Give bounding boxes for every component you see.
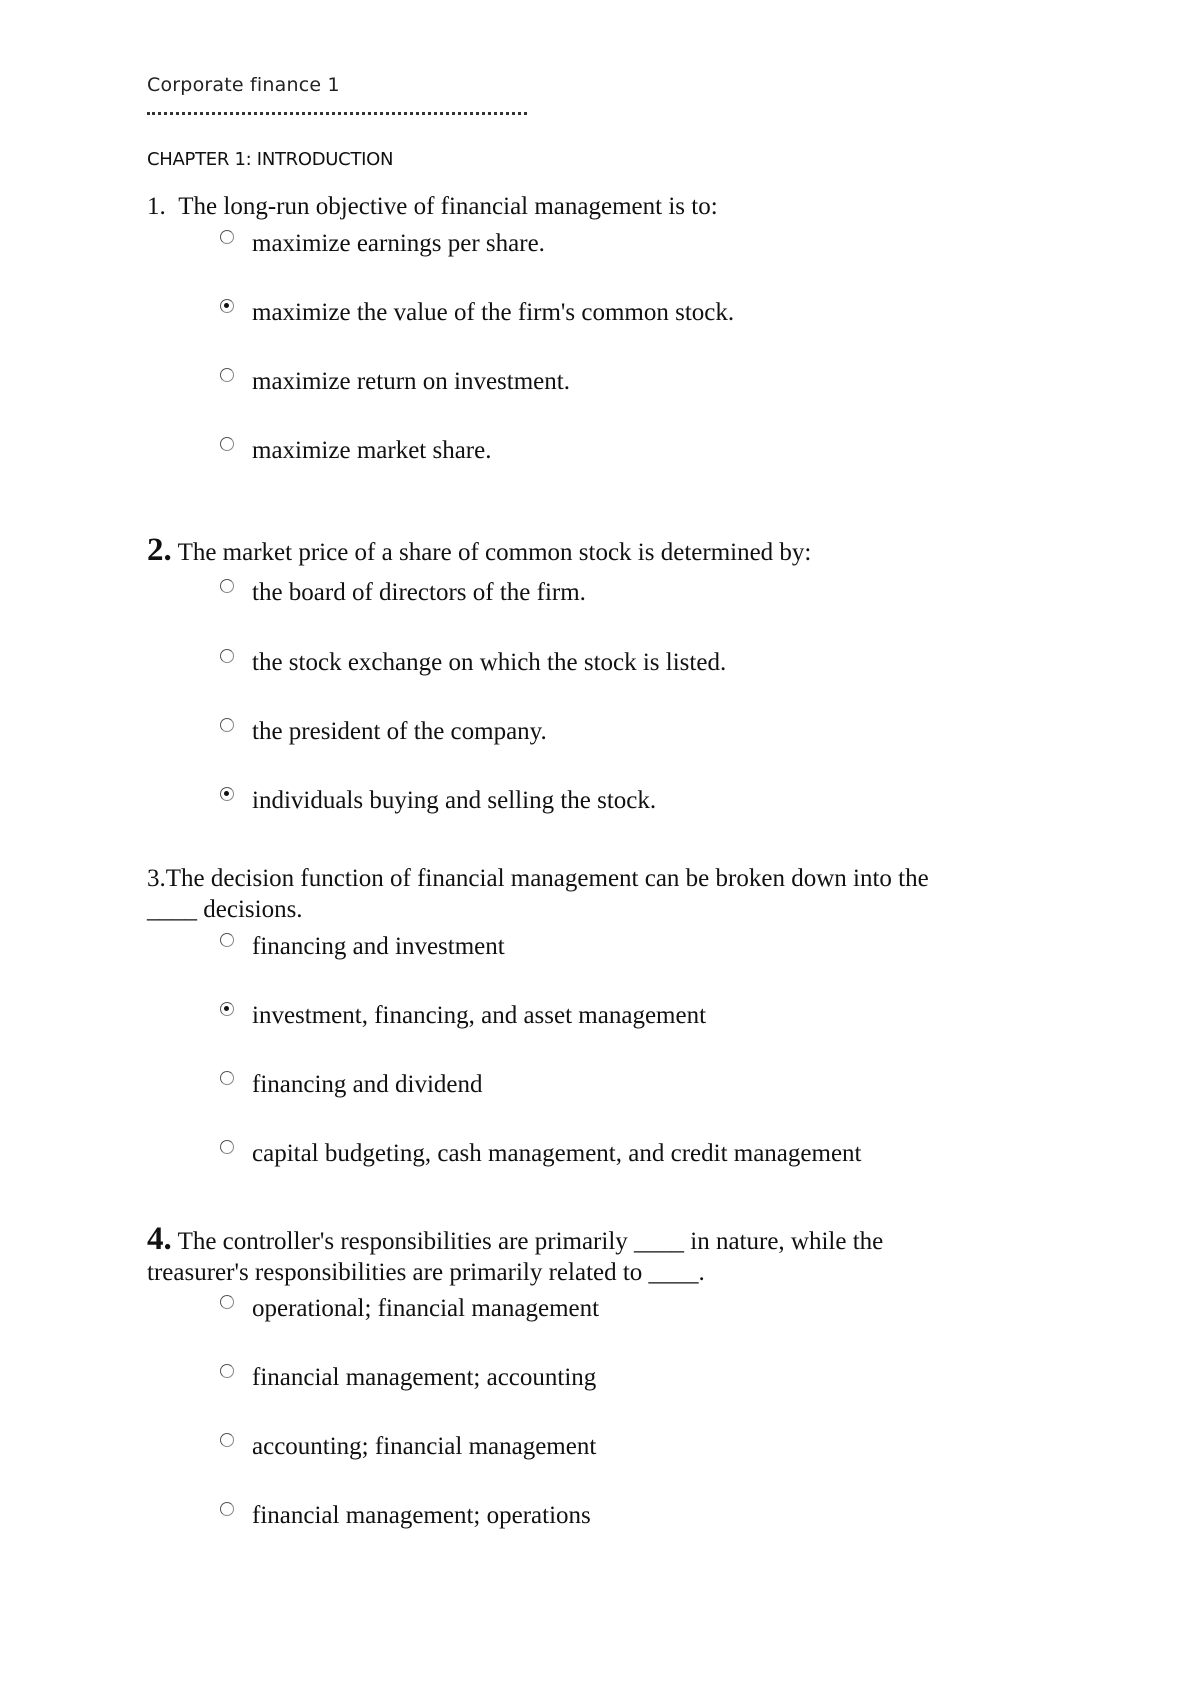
option-label: investment, financing, and asset management: [252, 1002, 707, 1029]
radio-button-icon[interactable]: [220, 1071, 234, 1085]
question-number: 4.: [147, 1221, 172, 1257]
option-label: maximize market share.: [252, 437, 492, 464]
option-label: maximize earnings per share.: [252, 230, 545, 257]
chapter-heading: CHAPTER 1: INTRODUCTION: [147, 149, 394, 170]
question-1-option-1[interactable]: [220, 227, 545, 261]
radio-button-icon[interactable]: [220, 1140, 234, 1154]
question-2-option-3[interactable]: [220, 715, 547, 749]
option-label: the president of the company.: [252, 718, 547, 745]
option-label: maximize return on investment.: [252, 368, 570, 395]
option-label: financing and investment: [252, 933, 505, 960]
radio-button-icon[interactable]: [220, 1433, 234, 1447]
radio-button-selected-icon[interactable]: [220, 787, 234, 801]
question-number: 1.: [147, 193, 166, 220]
question-3-option-1[interactable]: [220, 930, 505, 964]
question-number: 3.: [147, 865, 166, 892]
question-1-option-3[interactable]: [220, 365, 570, 399]
radio-button-icon[interactable]: [220, 1295, 234, 1309]
question-2-stem: [147, 532, 1017, 568]
option-label: accounting; financial management: [252, 1433, 597, 1460]
question-3-option-2[interactable]: [220, 999, 706, 1033]
question-3-option-3[interactable]: [220, 1068, 483, 1102]
question-3-stem: [147, 863, 977, 925]
question-text: The long-run objective of financial management is to:: [178, 193, 718, 220]
radio-button-icon[interactable]: [220, 1364, 234, 1378]
radio-button-selected-icon[interactable]: [220, 299, 234, 313]
radio-button-icon[interactable]: [220, 649, 234, 663]
question-1-option-2[interactable]: [220, 296, 734, 330]
question-4-option-3[interactable]: [220, 1430, 596, 1464]
radio-button-icon[interactable]: [220, 368, 234, 382]
question-1-stem: [147, 191, 1017, 222]
option-label: capital budgeting, cash management, and credit management: [252, 1140, 862, 1167]
radio-button-icon[interactable]: [220, 230, 234, 244]
option-label: financial management; operations: [252, 1502, 591, 1529]
question-number: 2.: [147, 532, 172, 568]
option-label: individuals buying and selling the stock.: [252, 787, 657, 814]
radio-button-selected-icon[interactable]: [220, 1002, 234, 1016]
option-label: the stock exchange on which the stock is listed.: [252, 649, 727, 676]
question-4-option-4[interactable]: [220, 1499, 591, 1533]
option-label: the board of directors of the firm.: [252, 579, 586, 606]
question-2-option-4[interactable]: [220, 784, 656, 818]
option-label: financial management; accounting: [252, 1364, 597, 1391]
radio-button-icon[interactable]: [220, 1502, 234, 1516]
option-label: operational; financial management: [252, 1295, 600, 1322]
radio-button-icon[interactable]: [220, 718, 234, 732]
option-label: maximize the value of the firm's common stock.: [252, 299, 735, 326]
question-4-stem: [147, 1221, 977, 1288]
question-1-option-4[interactable]: [220, 434, 491, 468]
question-2-option-2[interactable]: [220, 646, 726, 680]
question-4-option-1[interactable]: [220, 1292, 599, 1326]
question-text: The market price of a share of common stock is determined by:: [177, 539, 812, 566]
question-text: The controller's responsibilities are primarily ____ in nature, while the treasurer's responsibilities are primarily related to ____.: [147, 1228, 884, 1286]
radio-button-icon[interactable]: [220, 933, 234, 947]
question-3-option-4[interactable]: [220, 1137, 862, 1171]
radio-button-icon[interactable]: [220, 579, 234, 593]
document-title: Corporate finance 1: [147, 74, 340, 96]
question-text: The decision function of financial management can be broken down into the ____ decisions.: [147, 865, 929, 923]
question-2-option-1[interactable]: [220, 576, 586, 610]
radio-button-icon[interactable]: [220, 437, 234, 451]
question-4-option-2[interactable]: [220, 1361, 596, 1395]
dotted-divider: [147, 112, 527, 115]
option-label: financing and dividend: [252, 1071, 483, 1098]
